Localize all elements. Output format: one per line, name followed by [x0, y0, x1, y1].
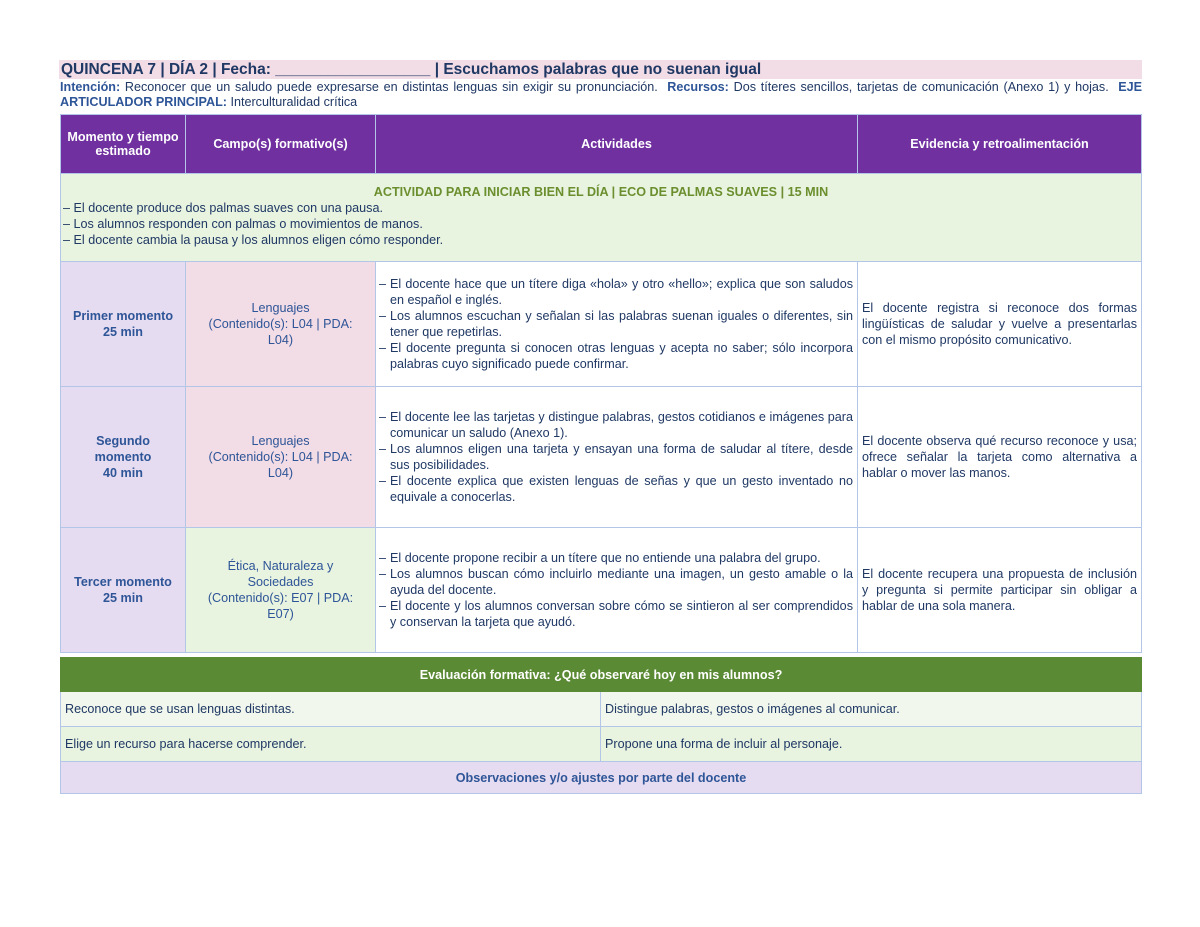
- campo-contenido: (Contenido(s): E07 | PDA: E07): [207, 591, 354, 621]
- page-header: [59, 60, 1142, 110]
- campo-cell: [186, 262, 376, 387]
- activities-cell: [376, 528, 858, 653]
- list-item: – Los alumnos buscan cómo incluirlo mediante una imagen, un gesto amable o la ayuda del docente.: [390, 566, 853, 598]
- list-item: – Los alumnos eligen una tarjeta y ensayan una forma de saludar al títere, desde sus posibilidades.: [390, 441, 853, 473]
- table-row: [61, 692, 1142, 727]
- list-item: – El docente y los alumnos conversan sobre cómo se sintieron al ser comprendidos y conservan la tarjeta que ayudó.: [390, 598, 853, 630]
- intencion-label: Intención:: [60, 80, 121, 94]
- column-header-campo: Campo(s) formativo(s): [186, 115, 376, 174]
- evaluation-item: Reconoce que se usan lenguas distintas.: [61, 692, 601, 727]
- intencion-text: Reconocer que un saludo puede expresarse en distintas lenguas sin exigir su pronunciación.: [124, 80, 658, 94]
- moment-name: Segundo momento: [94, 434, 152, 464]
- list-item: – El docente hace que un títere diga «hola» y otro «hello»; explica que son saludos en español e inglés.: [390, 276, 853, 308]
- campo-cell: [186, 528, 376, 653]
- list-item: – El docente cambia la pausa y los alumnos eligen cómo responder.: [63, 232, 1141, 248]
- list-item: – El docente lee las tarjetas y distingue palabras, gestos cotidianos e imágenes para comunicar un saludo (Anexo 1).: [390, 409, 853, 441]
- moment-time: 40 min: [103, 466, 143, 480]
- activities-cell: [376, 262, 858, 387]
- evaluation-item: Elige un recurso para hacerse comprender.: [61, 727, 601, 762]
- activities-list: [376, 276, 857, 372]
- activities-list: [376, 409, 857, 505]
- evaluation-header-row: [61, 658, 1142, 692]
- list-item: – El docente explica que existen lenguas de señas y que un gesto inventado no equivale a conocerlas.: [390, 473, 853, 505]
- list-item: – Los alumnos escuchan y señalan si las palabras suenan iguales o diferentes, sin tener que repetirlas.: [390, 308, 853, 340]
- evaluation-item: Distingue palabras, gestos o imágenes al comunicar.: [601, 692, 1142, 727]
- recursos-label: Recursos:: [667, 80, 729, 94]
- moment-cell: [61, 262, 186, 387]
- column-header-momento: Momento y tiempo estimado: [61, 115, 186, 174]
- evidence-cell: El docente registra si reconoce dos formas lingüísticas de saludar y vuelve a presentarlas con el mismo propósito comunicativo.: [858, 262, 1142, 387]
- planning-table: [60, 114, 1142, 653]
- start-activity-cell: [61, 174, 1142, 262]
- recursos-text: Dos títeres sencillos, tarjetas de comunicación (Anexo 1) y hojas.: [733, 80, 1109, 94]
- activities-cell: [376, 387, 858, 528]
- moment-time: 25 min: [103, 591, 143, 605]
- column-header-actividades: Actividades: [376, 115, 858, 174]
- moment-cell: [61, 387, 186, 528]
- observations-row: [61, 762, 1142, 794]
- table-row: [61, 727, 1142, 762]
- campo-name: Lenguajes: [251, 301, 310, 315]
- list-item: – El docente produce dos palmas suaves con una pausa.: [63, 200, 1141, 216]
- table-row: [61, 387, 1142, 528]
- moment-cell: [61, 528, 186, 653]
- table-row: [61, 528, 1142, 653]
- campo-cell: [186, 387, 376, 528]
- evidence-cell: El docente recupera una propuesta de inclusión y pregunta si permite participar sin obligar a hablar de una sola manera.: [858, 528, 1142, 653]
- evaluation-item: Propone una forma de incluir al personaje.: [601, 727, 1142, 762]
- page-title: QUINCENA 7 | DÍA 2 | Fecha: __________________ | Escuchamos palabras que no suenan igual: [59, 60, 1142, 79]
- evaluation-title: Evaluación formativa: ¿Qué observaré hoy en mis alumnos?: [61, 658, 1142, 692]
- moment-name: Primer momento: [72, 309, 174, 323]
- evidence-cell: El docente observa qué recurso reconoce y usa; ofrece señalar la tarjeta como alternativa a hablar o mover las manos.: [858, 387, 1142, 528]
- evaluation-table: [60, 657, 1142, 794]
- list-item: – El docente propone recibir a un títere que no entiende una palabra del grupo.: [390, 550, 853, 566]
- observations-label: Observaciones y/o ajustes por parte del docente: [61, 762, 1142, 794]
- list-item: – Los alumnos responden con palmas o movimientos de manos.: [63, 216, 1141, 232]
- start-activity-list: [61, 200, 1141, 248]
- campo-name: Ética, Naturaleza y Sociedades: [227, 559, 334, 589]
- table-header-row: [61, 115, 1142, 174]
- intro-paragraph: [59, 80, 1142, 110]
- table-row: [61, 262, 1142, 387]
- moment-name: Tercer momento: [74, 575, 172, 589]
- campo-contenido: (Contenido(s): L04 | PDA: L04): [208, 450, 353, 480]
- column-header-evidencia: Evidencia y retroalimentación: [858, 115, 1142, 174]
- campo-contenido: (Contenido(s): L04 | PDA: L04): [208, 317, 353, 347]
- moment-time: 25 min: [103, 325, 143, 339]
- eje-label: EJE ARTICULADOR PRINCIPAL:: [60, 80, 1142, 109]
- campo-name: Lenguajes: [251, 434, 310, 448]
- start-activity-title: ACTIVIDAD PARA INICIAR BIEN EL DÍA | ECO DE PALMAS SUAVES | 15 MIN: [373, 185, 829, 199]
- start-activity-row: [61, 174, 1142, 262]
- list-item: – El docente pregunta si conocen otras lenguas y acepta no saber; sólo incorpora palabras cuyo significado puede confirmar.: [390, 340, 853, 372]
- eje-text: Interculturalidad crítica: [230, 95, 358, 109]
- activities-list: [376, 550, 857, 630]
